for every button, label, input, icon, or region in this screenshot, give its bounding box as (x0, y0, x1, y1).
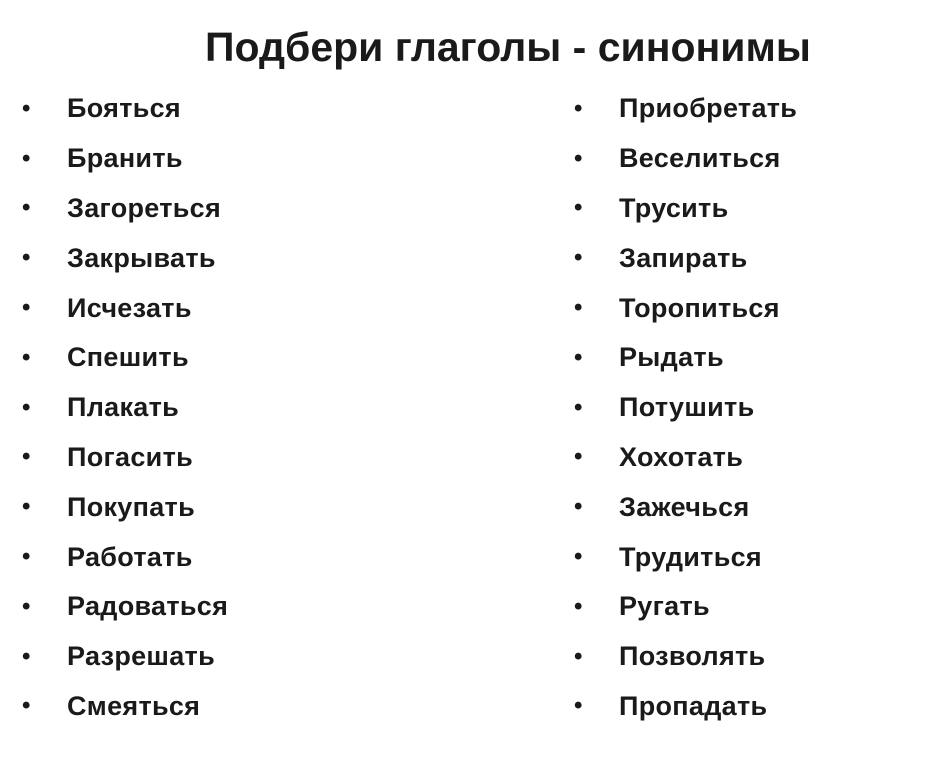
word-label: Загореться (67, 192, 222, 223)
list-item (574, 582, 797, 632)
bullet-icon: • (574, 244, 583, 272)
word-label: Спешить (67, 342, 189, 373)
word-label: Исчезать (67, 292, 192, 323)
bullet-icon: • (22, 592, 31, 620)
list-item (574, 184, 797, 234)
list-item (574, 134, 797, 184)
bullet-icon: • (22, 343, 31, 371)
word-label: Запирать (619, 242, 748, 273)
bullet-icon: • (22, 493, 31, 521)
word-label: Потушить (619, 392, 755, 423)
word-label: Трусить (619, 192, 729, 223)
list-item (574, 333, 797, 383)
word-label: Торопиться (619, 292, 780, 323)
word-label: Плакать (67, 392, 180, 423)
bullet-icon: • (22, 543, 31, 571)
list-item (22, 682, 228, 732)
list-item (22, 283, 228, 333)
word-label: Покупать (67, 491, 195, 522)
bullet-icon: • (574, 94, 583, 122)
right-word-list (574, 84, 797, 731)
bullet-icon: • (22, 393, 31, 421)
bullet-icon: • (574, 144, 583, 172)
list-item (22, 632, 228, 682)
bullet-icon: • (22, 692, 31, 720)
bullet-icon: • (574, 592, 583, 620)
list-item (22, 582, 228, 632)
list-item (22, 333, 228, 383)
bullet-icon: • (574, 294, 583, 322)
word-label: Хохотать (619, 441, 744, 472)
list-item (574, 433, 797, 483)
list-item (22, 433, 228, 483)
left-word-list (22, 84, 228, 731)
word-label: Позволять (619, 641, 766, 672)
bullet-icon: • (22, 244, 31, 272)
word-label: Веселиться (619, 143, 781, 174)
bullet-icon: • (22, 294, 31, 322)
word-label: Пропадать (619, 690, 768, 721)
list-item (22, 84, 228, 134)
word-label: Бояться (67, 93, 181, 124)
list-item (574, 283, 797, 333)
list-item (22, 233, 228, 283)
bullet-icon: • (22, 194, 31, 222)
bullet-icon: • (574, 493, 583, 521)
word-label: Приобретать (619, 93, 798, 124)
bullet-icon: • (22, 144, 31, 172)
bullet-icon: • (574, 642, 583, 670)
list-item (22, 532, 228, 582)
bullet-icon: • (22, 443, 31, 471)
word-label: Радоваться (67, 591, 229, 622)
list-item (22, 134, 228, 184)
list-item (22, 184, 228, 234)
list-item (574, 482, 797, 532)
word-label: Погасить (67, 441, 193, 472)
word-label: Рыдать (619, 342, 724, 373)
bullet-icon: • (574, 194, 583, 222)
word-label: Закрывать (67, 242, 216, 273)
list-item (574, 233, 797, 283)
bullet-icon: • (574, 343, 583, 371)
list-item (22, 482, 228, 532)
page-title: Подбери глаголы - синонимы (205, 24, 811, 70)
word-label: Зажечься (619, 491, 750, 522)
list-item (574, 383, 797, 433)
bullet-icon: • (22, 642, 31, 670)
word-label: Ругать (619, 591, 710, 622)
word-label: Работать (67, 541, 193, 572)
list-item (574, 84, 797, 134)
list-item (574, 532, 797, 582)
word-label: Бранить (67, 143, 183, 174)
list-item (574, 632, 797, 682)
bullet-icon: • (574, 393, 583, 421)
bullet-icon: • (574, 543, 583, 571)
bullet-icon: • (22, 94, 31, 122)
bullet-icon: • (574, 692, 583, 720)
list-item (22, 383, 228, 433)
list-item (574, 682, 797, 732)
word-label: Смеяться (67, 690, 201, 721)
word-label: Трудиться (619, 541, 762, 572)
word-label: Разрешать (67, 641, 215, 672)
bullet-icon: • (574, 443, 583, 471)
